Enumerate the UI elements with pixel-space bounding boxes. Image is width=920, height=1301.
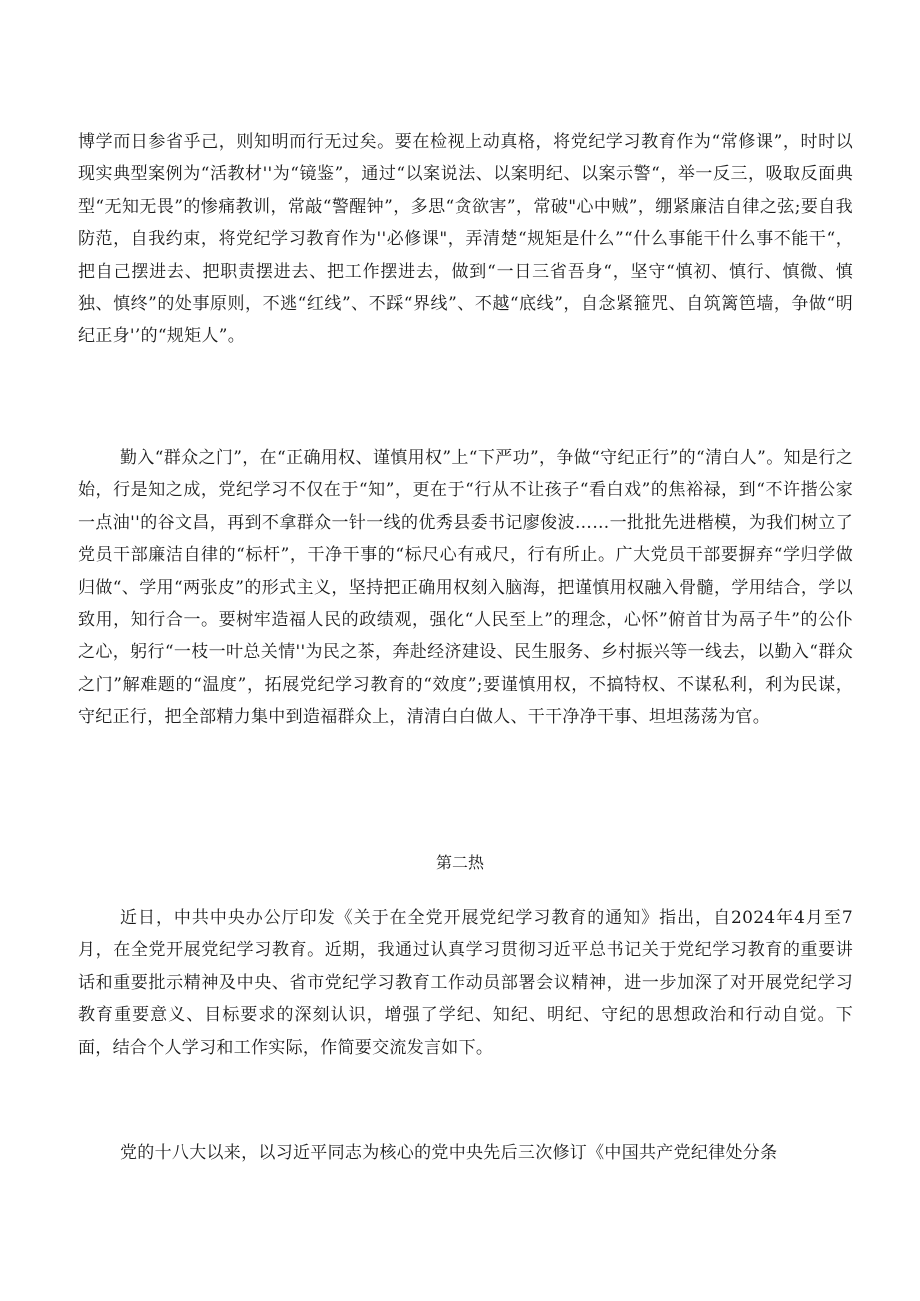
paragraph-3: 近日，中共中央办公厅印发《关于在全党开展党纪学习教育的通知》指出，自2024年4月至7月，在全党开展党纪学习教育。近期，我通过认真学习贯彻习近平总书记关于党纪学习教育的重要讲话和重要批示精神及中央、省市党纪学习教育工作动员部署会议精神，进一步加深了对开展党纪学习教育重要意义、目标要求的深刻认识，增强了学纪、知纪、明纪、守纪的思想政治和行动自觉。下面，结合个人学习和工作实际，作简要交流发言如下。 bbox=[78, 908, 853, 1058]
section-heading: 第二热 bbox=[435, 853, 484, 872]
paragraph-4: 党的十八大以来，以习近平同志为核心的党中央先后三次修订《中国共产党纪律处分条 bbox=[120, 1143, 778, 1163]
paragraph-2: 勤入“群众之门”，在“正确用权、谨慎用权”上“下严功”，争做“守纪正行”的“清白人”。知是行之始，行是知之成，党纪学习不仅在于“知”，更在于“行从不让孩子“看白戏”的焦裕禄，到“不许揩公家一点油''的谷文昌，再到不拿群众一针一线的优秀县委书记廖俊波……一批批先进楷模，为我们树立了党员干部廉洁自律的“标杆”，干净干事的“标尺心有戒尺，行有所止。广大党员干部要摒弃“学归学做归做“、学用“两张皮”的形式主义，坚持把正确用权刻入脑海，把谨慎用权融入骨髓，学用结合，学以致用，知行合一。要树牢造福人民的政绩观，强化“人民至上”的理念，心怀”俯首甘为鬲子牛”的公仆之心，躬行“一枝一叶总关情''为民之茶，奔赴经济建设、民生服务、乡村振兴等一线去，以勤入“群众之门”解难题的“温度”，拓展党纪学习教育的“效度”;要谨慎用权，不搞特权、不谋私利，利为民谋，守纪正行，把全部精力集中到造福群众上，清清白白做人、干干净净干事、坦坦荡荡为官。 bbox=[78, 448, 853, 728]
paragraph-1: 博学而日参省乎己，则知明而行无过矣。要在检视上动真格，将党纪学习教育作为“常修课”，时时以现实典型案例为“活教材''为“镜鉴”，通过“以案说法、以案明纪、以案示警“，举一反三，吸取反面典型“无知无畏”的惨痛教训，常敲“警醒钟”，多思“贪欲害”，常破"心中贼”，绷紧廉洁自律之弦;要自我防范，自我约束，将党纪学习教育作为''必修课"，弄清楚“规矩是什么”“什么事能干什么事不能干“，把自己摆进去、把职责摆进去、把工作摆进去，做到“一日三省吾身“，坚守“慎初、慎行、慎微、慎独、慎终”的处事原则，不逃“红线”、不踩“界线”、不越“底线”，自念紧箍咒、自筑篱笆墙，争做“明纪正身'’的“规矩人”。 bbox=[78, 132, 853, 347]
